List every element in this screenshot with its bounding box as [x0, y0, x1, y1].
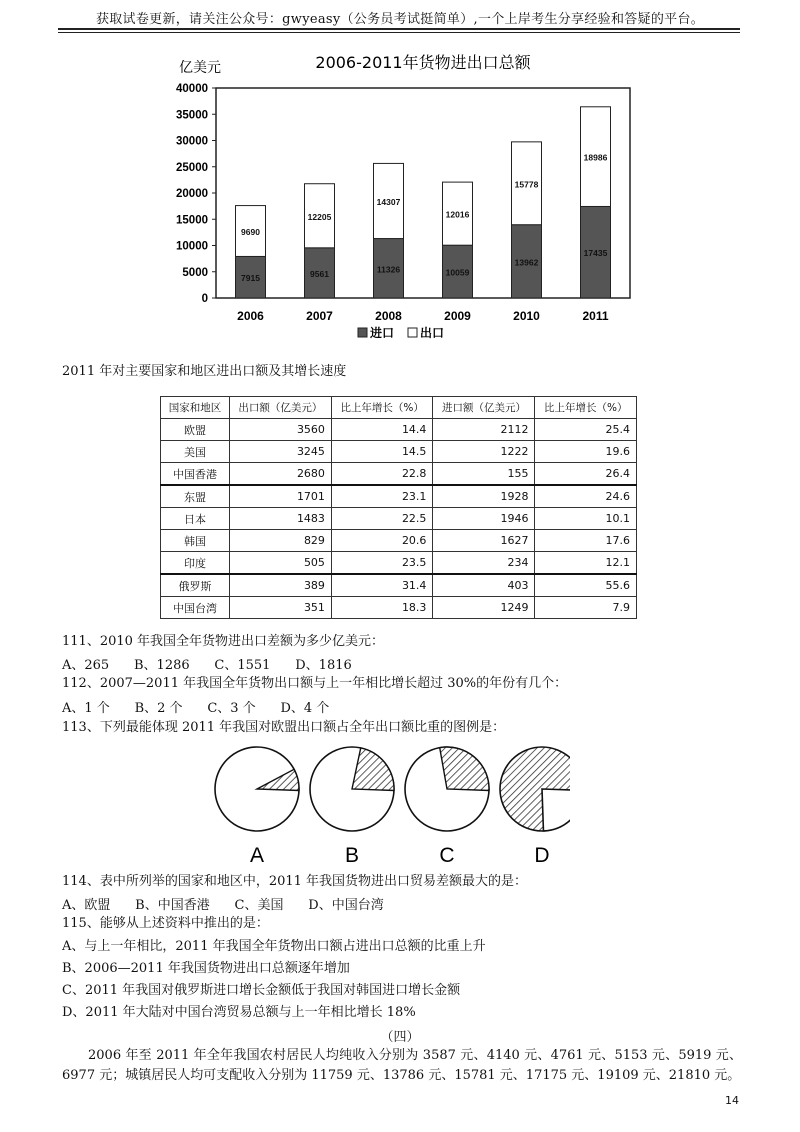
table-cell: 10.1	[535, 508, 637, 530]
pie-slice	[440, 747, 489, 790]
y-tick-label: 25000	[176, 161, 208, 174]
table-cell: 155	[433, 463, 535, 486]
table-cell: 18.3	[331, 597, 433, 619]
table-header-cell: 比上年增长（%）	[535, 397, 637, 419]
y-tick-label: 40000	[176, 83, 208, 95]
table-row	[161, 597, 637, 619]
x-tick-label: 2008	[375, 309, 402, 323]
table-cell: 韩国	[161, 530, 230, 552]
data-label-import: 17435	[583, 248, 608, 259]
trade-bar-chart	[160, 46, 640, 351]
table-header-row	[161, 397, 637, 419]
table-row	[161, 463, 637, 486]
table-cell: 22.8	[331, 463, 433, 486]
table-cell: 7.9	[535, 597, 637, 619]
table-row	[161, 485, 637, 508]
plot-frame	[216, 88, 630, 298]
table-cell: 351	[229, 597, 331, 619]
y-tick-label: 35000	[176, 109, 208, 122]
y-tick-label: 5000	[182, 266, 208, 279]
table-cell: 234	[433, 552, 535, 575]
table-cell: 19.6	[535, 441, 637, 463]
question-112-options: A、1 个 B、2 个 C、3 个 D、4 个	[62, 701, 330, 716]
table-cell: 1701	[229, 485, 331, 508]
table-cell: 23.1	[331, 485, 433, 508]
table-cell: 中国台湾	[161, 597, 230, 619]
table-row	[161, 530, 637, 552]
data-label-import: 9561	[310, 268, 329, 279]
pie-slice	[542, 789, 570, 831]
y-tick-label: 15000	[176, 214, 208, 227]
question-115: 115、能够从上述资料中推出的是：	[62, 916, 269, 931]
table-cell: 1928	[433, 485, 535, 508]
pie-label-a: A	[249, 844, 265, 867]
data-label-export: 9690	[241, 227, 260, 238]
table-cell: 505	[229, 552, 331, 575]
question-115-option-d: D、2011 年大陆对中国台湾贸易总额与上一年相比增长 18%	[62, 1005, 416, 1020]
table-row	[161, 419, 637, 441]
pie-label-c: C	[439, 844, 455, 867]
table-cell: 20.6	[331, 530, 433, 552]
table-cell: 403	[433, 574, 535, 597]
header-rule	[58, 28, 740, 30]
question-115-option-a: A、与上一年相比，2011 年我国全年货物出口额占进出口总额的比重上升	[62, 939, 486, 954]
question-115-option-b: B、2006—2011 年我国货物进出口总额逐年增加	[62, 961, 350, 976]
table-cell: 1222	[433, 441, 535, 463]
table-cell: 欧盟	[161, 419, 230, 441]
x-tick-label: 2010	[513, 309, 540, 323]
table-row	[161, 574, 637, 597]
table-row	[161, 552, 637, 575]
table-cell: 东盟	[161, 485, 230, 508]
table-cell: 1627	[433, 530, 535, 552]
table-cell: 2680	[229, 463, 331, 486]
table-cell: 2112	[433, 419, 535, 441]
header-rule-thin	[58, 32, 740, 33]
table-cell: 中国香港	[161, 463, 230, 486]
y-tick-label: 10000	[176, 240, 208, 253]
legend-label-export: 出口	[420, 326, 445, 340]
table-cell: 829	[229, 530, 331, 552]
data-label-export: 14307	[376, 196, 401, 207]
x-tick-label: 2011	[582, 309, 609, 323]
section-title: （四）	[380, 1030, 420, 1045]
table-cell: 日本	[161, 508, 230, 530]
table-cell: 1946	[433, 508, 535, 530]
table-cell: 3560	[229, 419, 331, 441]
table-cell: 1483	[229, 508, 331, 530]
data-label-import: 7915	[241, 273, 260, 284]
table-cell: 24.6	[535, 485, 637, 508]
data-label-export: 15778	[514, 179, 539, 190]
table-cell: 俄罗斯	[161, 574, 230, 597]
pie-label-b: B	[344, 844, 360, 867]
question-111: 111、2010 年我国全年货物进出口差额为多少亿美元：	[62, 634, 385, 649]
table-caption: 2011 年对主要国家和地区进出口额及其增长速度	[62, 364, 347, 379]
table-cell: 3245	[229, 441, 331, 463]
table-cell: 31.4	[331, 574, 433, 597]
data-label-import: 11326	[376, 264, 401, 275]
y-tick-label: 0	[201, 293, 208, 305]
y-tick-label: 30000	[176, 135, 208, 148]
data-label-export: 12016	[445, 209, 470, 220]
table-cell: 389	[229, 574, 331, 597]
table-cell: 美国	[161, 441, 230, 463]
data-label-export: 18986	[583, 152, 608, 163]
table-cell: 17.6	[535, 530, 637, 552]
table-cell: 14.5	[331, 441, 433, 463]
table-cell: 14.4	[331, 419, 433, 441]
data-label-import: 10059	[445, 267, 470, 278]
page-header: 获取试卷更新，请关注公众号：gwyeasy（公务员考试挺简单）,一个上岸考生分享经验和答疑的平台。	[95, 12, 705, 27]
pie-options-figure	[210, 742, 570, 868]
data-label-import: 13962	[514, 257, 539, 268]
table-cell: 26.4	[535, 463, 637, 486]
table-cell: 1249	[433, 597, 535, 619]
table-cell: 22.5	[331, 508, 433, 530]
y-tick-label: 20000	[176, 188, 208, 200]
question-114: 114、表中所列举的国家和地区中，2011 年我国货物进出口贸易差额最大的是：	[62, 874, 528, 889]
question-111-options: A、265 B、1286 C、1551 D、1816	[62, 658, 352, 673]
x-tick-label: 2006	[237, 309, 264, 323]
page-number: 14	[725, 1094, 739, 1107]
table-header-cell: 进口额（亿美元）	[433, 397, 535, 419]
section-paragraph: 2006 年至 2011 年全年我国农村居民人均纯收入分别为 3587 元、4140 元、4761 元、5153 元、5919 元、6977 元；城镇居民人均可支配收入分别为 11759 元、13786 元、15781 元、17175 元、19109 元、21810 元。	[62, 1048, 742, 1083]
table-cell: 23.5	[331, 552, 433, 575]
table-cell: 55.6	[535, 574, 637, 597]
question-113: 113、下列最能体现 2011 年我国对欧盟出口额占全年出口额比重的图例是：	[62, 720, 506, 735]
table-header-cell: 比上年增长（%）	[331, 397, 433, 419]
table-cell: 印度	[161, 552, 230, 575]
question-114-options: A、欧盟 B、中国香港 C、美国 D、中国台湾	[62, 898, 384, 913]
table-header-cell: 国家和地区	[161, 397, 230, 419]
y-axis-label: 亿美元	[179, 60, 221, 76]
question-112: 112、2007—2011 年我国全年货物出口额与上一年相比增长超过 30%的年份有几个：	[62, 676, 568, 691]
x-tick-label: 2009	[444, 309, 471, 323]
table-cell: 12.1	[535, 552, 637, 575]
legend-swatch-export	[408, 328, 417, 337]
chart-title: 2006-2011年货物进出口总额	[315, 53, 531, 72]
question-115-option-c: C、2011 年我国对俄罗斯进口增长金额低于我国对韩国进口增长金额	[62, 983, 461, 998]
trade-table	[160, 396, 637, 619]
table-row	[161, 508, 637, 530]
data-label-export: 12205	[307, 211, 332, 222]
legend-label-import: 进口	[370, 326, 395, 340]
pie-label-d: D	[534, 844, 550, 867]
table-cell: 25.4	[535, 419, 637, 441]
legend-swatch-import	[358, 328, 367, 337]
table-row	[161, 441, 637, 463]
x-tick-label: 2007	[306, 309, 333, 323]
table-header-cell: 出口额（亿美元）	[229, 397, 331, 419]
